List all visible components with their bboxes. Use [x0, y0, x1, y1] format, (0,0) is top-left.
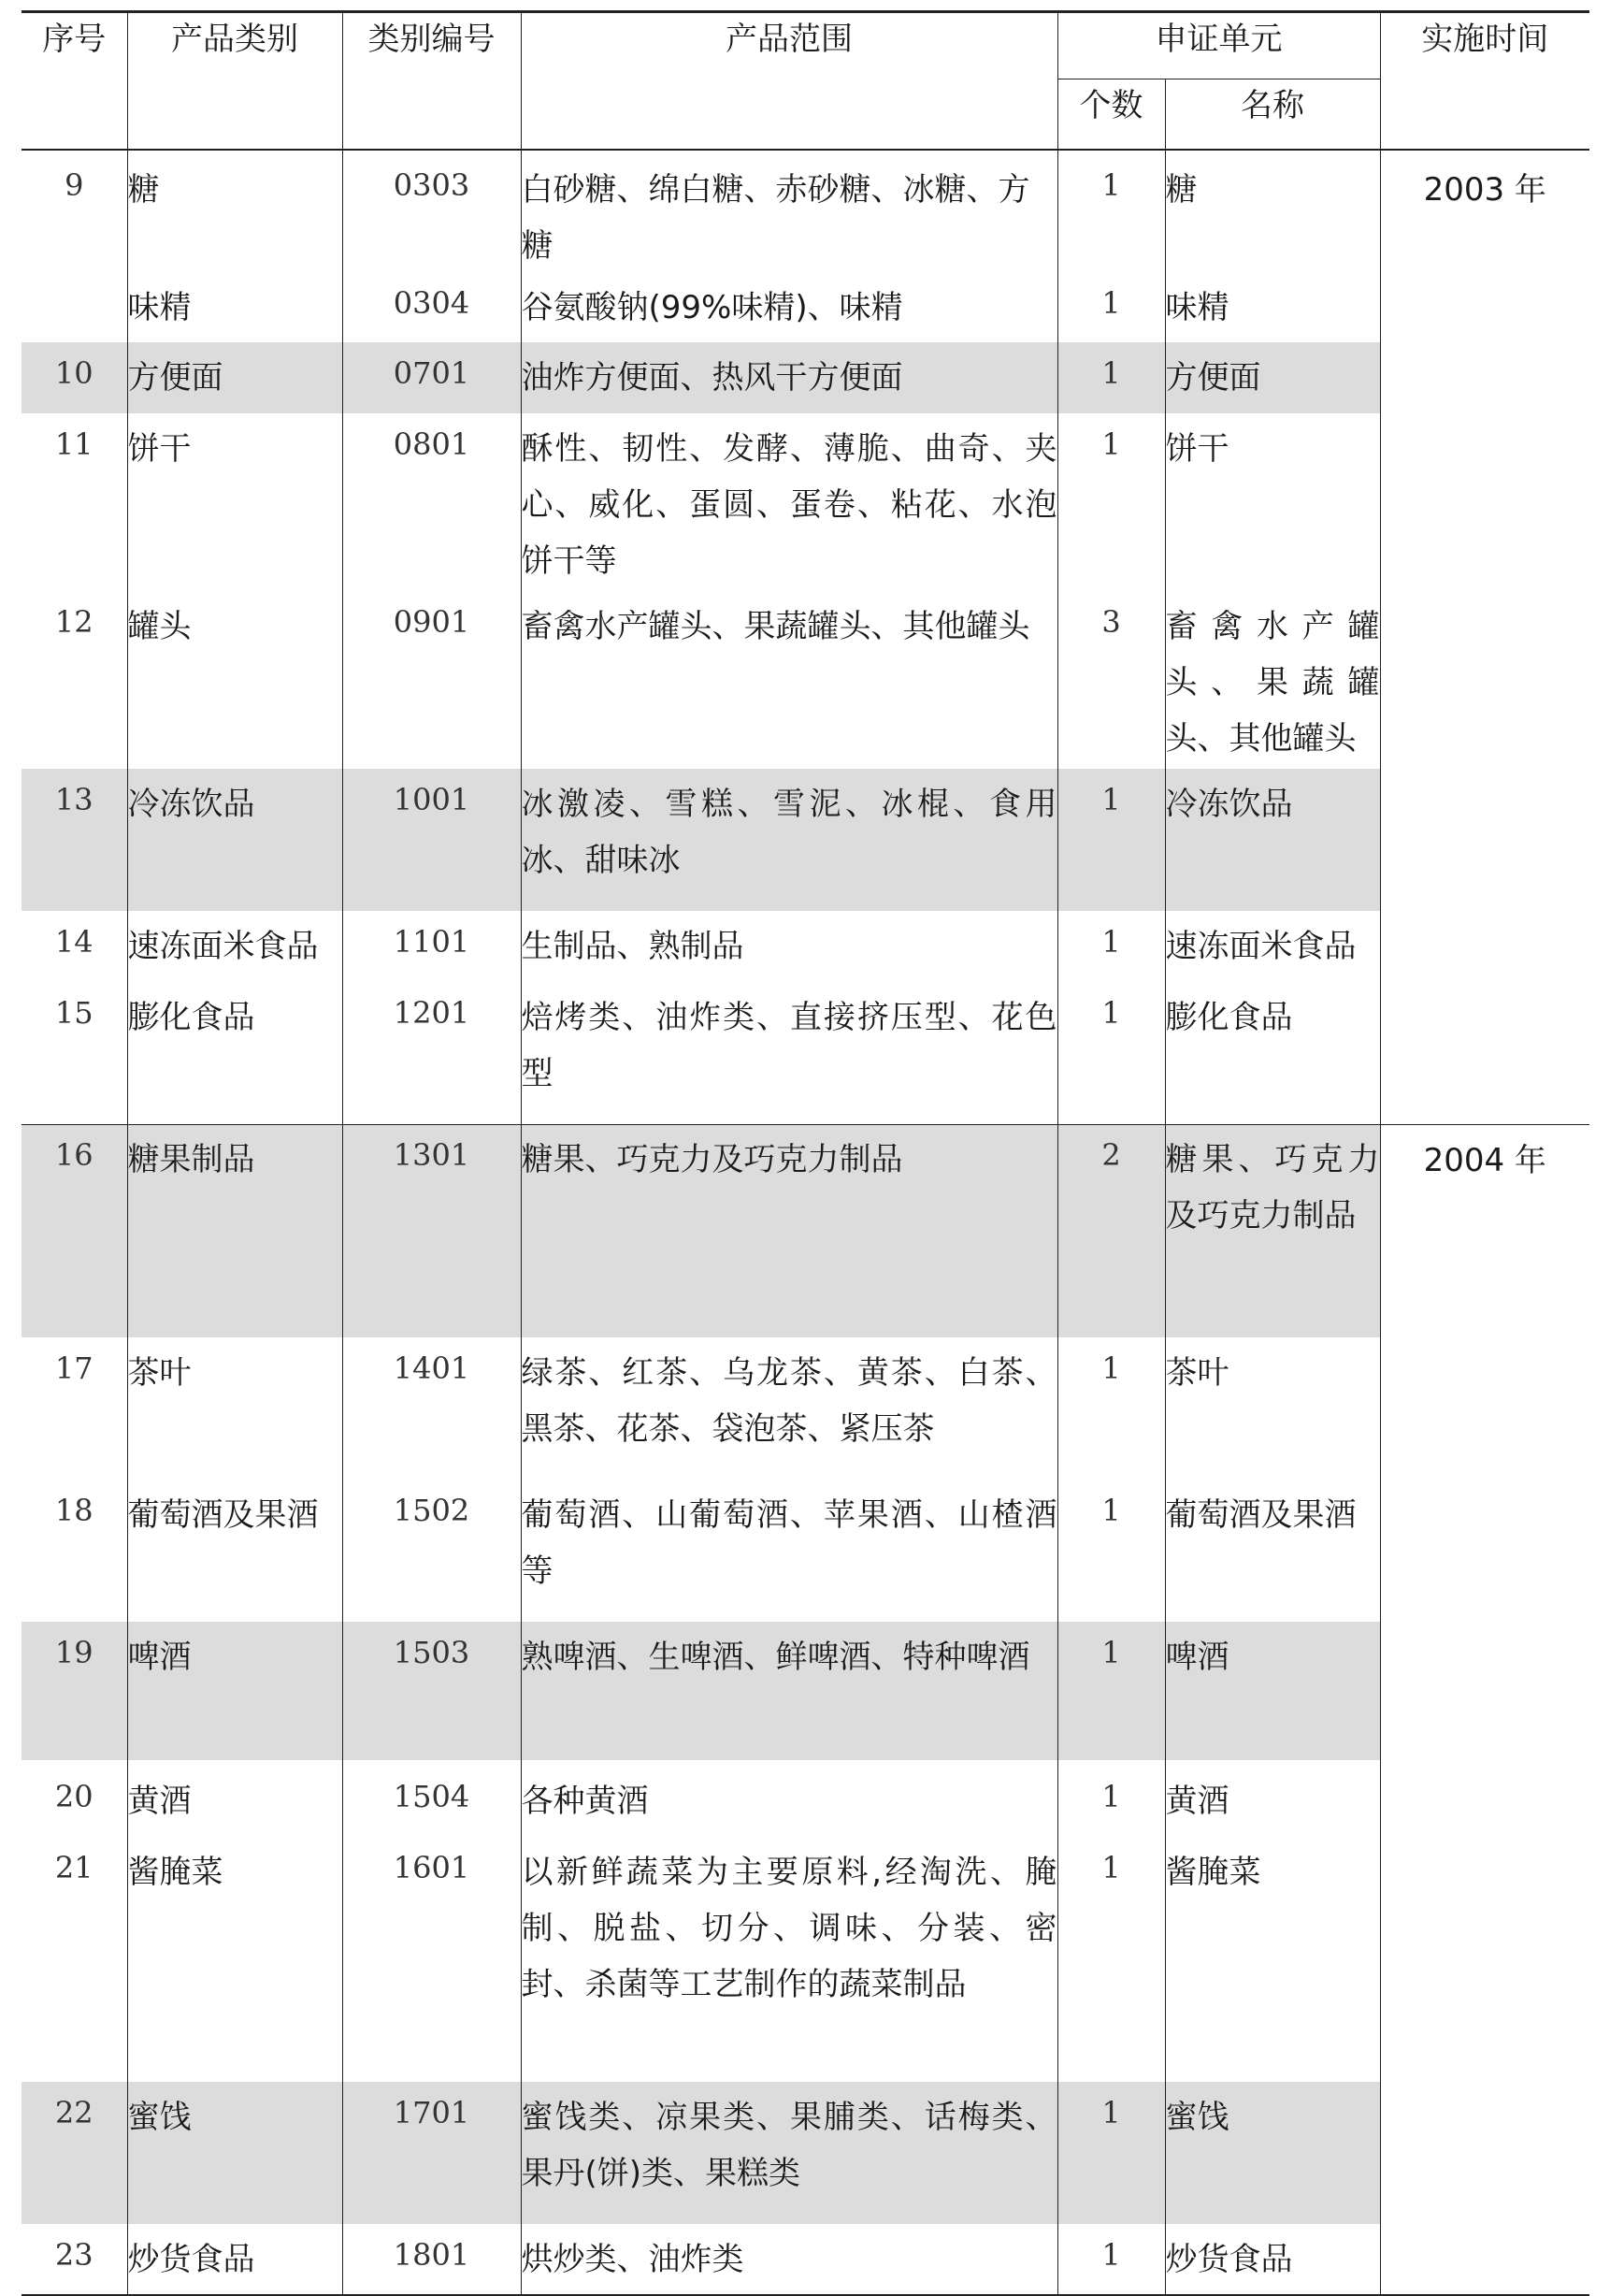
row-seq: 17: [22, 1337, 127, 1480]
row-scope: 糖果、巧克力及巧克力制品: [521, 1124, 1057, 1337]
table-row: [22, 413, 1589, 591]
row-code: 1701: [342, 2082, 521, 2224]
header-code: 类别编号: [342, 12, 521, 151]
row-scope: 冰激凌、雪糕、雪泥、冰棍、食用冰、甜味冰: [521, 769, 1057, 911]
row-unit-name: 饼干: [1165, 413, 1380, 591]
row-scope: 烘炒类、油炸类: [521, 2224, 1057, 2295]
row-unit-count: 1: [1057, 1760, 1165, 1837]
row-code: 1801: [342, 2224, 521, 2295]
row-code: 0701: [342, 342, 521, 413]
row-scope: 焙烤类、油炸类、直接挤压型、花色型: [521, 982, 1057, 1124]
row-scope: 蜜饯类、凉果类、果脯类、话梅类、果丹(饼)类、果糕类: [521, 2082, 1057, 2224]
header-time: 实施时间: [1380, 12, 1589, 151]
row-code: 1201: [342, 982, 521, 1124]
row-category: 罐头: [127, 591, 342, 769]
table-row: [22, 1837, 1589, 2082]
row-unit-count: 1: [1057, 413, 1165, 591]
row-category: 膨化食品: [127, 982, 342, 1124]
row-unit-name: 冷冻饮品: [1165, 769, 1380, 911]
row-seq: 15: [22, 982, 127, 1124]
table-row: [22, 769, 1589, 911]
row-scope: 谷氨酸钠(99%味精)、味精: [521, 274, 1057, 342]
row-category: 味精: [127, 274, 342, 342]
row-unit-name: 方便面: [1165, 342, 1380, 413]
row-code: 1601: [342, 1837, 521, 2082]
table-row: [22, 342, 1589, 413]
row-unit-count: 1: [1057, 1480, 1165, 1622]
row-scope: 生制品、熟制品: [521, 911, 1057, 982]
row-code: 0303: [342, 150, 521, 274]
row-unit-count: 1: [1057, 769, 1165, 911]
row-scope: 葡萄酒、山葡萄酒、苹果酒、山楂酒等: [521, 1480, 1057, 1622]
row-unit-name: 葡萄酒及果酒: [1165, 1480, 1380, 1622]
row-unit-name: 糖: [1165, 150, 1380, 274]
row-seq: 16: [22, 1124, 127, 1337]
row-code: 1001: [342, 769, 521, 911]
row-unit-count: 1: [1057, 150, 1165, 274]
table-row: [22, 591, 1589, 769]
row-scope: 畜禽水产罐头、果蔬罐头、其他罐头: [521, 591, 1057, 769]
row-scope: 熟啤酒、生啤酒、鲜啤酒、特种啤酒: [521, 1622, 1057, 1760]
row-unit-name: 啤酒: [1165, 1622, 1380, 1760]
row-unit-count: 1: [1057, 1622, 1165, 1760]
row-unit-name: 茶叶: [1165, 1337, 1380, 1480]
table-row: [22, 1760, 1589, 1837]
row-unit-name: 速冻面米食品: [1165, 911, 1380, 982]
row-unit-count: 1: [1057, 274, 1165, 342]
row-category: 黄酒: [127, 1760, 342, 1837]
row-unit-name: 酱腌菜: [1165, 1837, 1380, 2082]
row-category: 饼干: [127, 413, 342, 591]
row-scope: 白砂糖、绵白糖、赤砂糖、冰糖、方糖: [521, 150, 1057, 274]
header-unit-count: 个数: [1057, 79, 1165, 151]
table-row: [22, 2082, 1589, 2224]
table-row: [22, 1622, 1589, 1760]
product-category-table: [22, 10, 1589, 2296]
row-unit-name: 蜜饯: [1165, 2082, 1380, 2224]
row-unit-count: 2: [1057, 1124, 1165, 1337]
row-seq: 11: [22, 413, 127, 591]
row-scope: 以新鲜蔬菜为主要原料,经淘洗、腌制、脱盐、切分、调味、分装、密封、杀菌等工艺制作的蔬菜制品: [521, 1837, 1057, 2082]
row-unit-name: 糖果、巧克力及巧克力制品: [1165, 1124, 1380, 1337]
row-category: 方便面: [127, 342, 342, 413]
row-category: 冷冻饮品: [127, 769, 342, 911]
row-scope: 油炸方便面、热风干方便面: [521, 342, 1057, 413]
row-unit-name: 味精: [1165, 274, 1380, 342]
row-unit-name: 炒货食品: [1165, 2224, 1380, 2295]
row-unit-count: 1: [1057, 911, 1165, 982]
row-scope: 绿茶、红茶、乌龙茶、黄茶、白茶、黑茶、花茶、袋泡茶、紧压茶: [521, 1337, 1057, 1480]
row-category: 炒货食品: [127, 2224, 342, 2295]
row-category: 糖: [127, 150, 342, 274]
row-category: 啤酒: [127, 1622, 342, 1760]
row-unit-count: 1: [1057, 1837, 1165, 2082]
header-category: 产品类别: [127, 12, 342, 151]
row-scope: 各种黄酒: [521, 1760, 1057, 1837]
row-seq: 13: [22, 769, 127, 911]
row-unit-count: 3: [1057, 591, 1165, 769]
row-category: 速冻面米食品: [127, 911, 342, 982]
row-seq: 14: [22, 911, 127, 982]
row-code: 0901: [342, 591, 521, 769]
implementation-year-2003: 2003 年: [1380, 150, 1589, 1124]
row-seq: 18: [22, 1480, 127, 1622]
header-unit-group: 申证单元: [1057, 12, 1380, 79]
row-seq: 9: [22, 150, 127, 274]
table-row: [22, 2224, 1589, 2295]
row-code: 1504: [342, 1760, 521, 1837]
row-unit-count: 1: [1057, 982, 1165, 1124]
row-code: 0801: [342, 413, 521, 591]
row-seq: 20: [22, 1760, 127, 1837]
row-unit-name: 膨化食品: [1165, 982, 1380, 1124]
row-seq: 22: [22, 2082, 127, 2224]
header-unit-name: 名称: [1165, 79, 1380, 151]
table-row: [22, 1124, 1589, 1337]
table-row: [22, 982, 1589, 1124]
row-code: 0304: [342, 274, 521, 342]
row-category: 葡萄酒及果酒: [127, 1480, 342, 1622]
row-seq: 21: [22, 1837, 127, 2082]
row-category: 蜜饯: [127, 2082, 342, 2224]
row-code: 1503: [342, 1622, 521, 1760]
row-unit-count: 1: [1057, 342, 1165, 413]
table-row: [22, 1480, 1589, 1622]
row-category: 酱腌菜: [127, 1837, 342, 2082]
table-row: [22, 274, 1589, 342]
row-scope: 酥性、韧性、发酵、薄脆、曲奇、夹心、威化、蛋圆、蛋卷、粘花、水泡饼干等: [521, 413, 1057, 591]
row-seq: 19: [22, 1622, 127, 1760]
row-seq: 12: [22, 591, 127, 769]
row-category: 茶叶: [127, 1337, 342, 1480]
row-seq: 10: [22, 342, 127, 413]
row-seq: 23: [22, 2224, 127, 2295]
row-unit-name: 黄酒: [1165, 1760, 1380, 1837]
row-code: 1101: [342, 911, 521, 982]
row-unit-name: 畜禽水产罐头、果蔬罐头、其他罐头: [1165, 591, 1380, 769]
table-row: [22, 150, 1589, 274]
row-unit-count: 1: [1057, 1337, 1165, 1480]
header-seq: 序号: [22, 12, 127, 151]
row-category: 糖果制品: [127, 1124, 342, 1337]
table-row: [22, 1337, 1589, 1480]
row-unit-count: 1: [1057, 2082, 1165, 2224]
table-row: [22, 911, 1589, 982]
header-scope: 产品范围: [521, 12, 1057, 151]
row-code: 1502: [342, 1480, 521, 1622]
implementation-year-2004: 2004 年: [1380, 1124, 1589, 2295]
row-unit-count: 1: [1057, 2224, 1165, 2295]
row-seq: [22, 274, 127, 342]
row-code: 1301: [342, 1124, 521, 1337]
row-code: 1401: [342, 1337, 521, 1480]
